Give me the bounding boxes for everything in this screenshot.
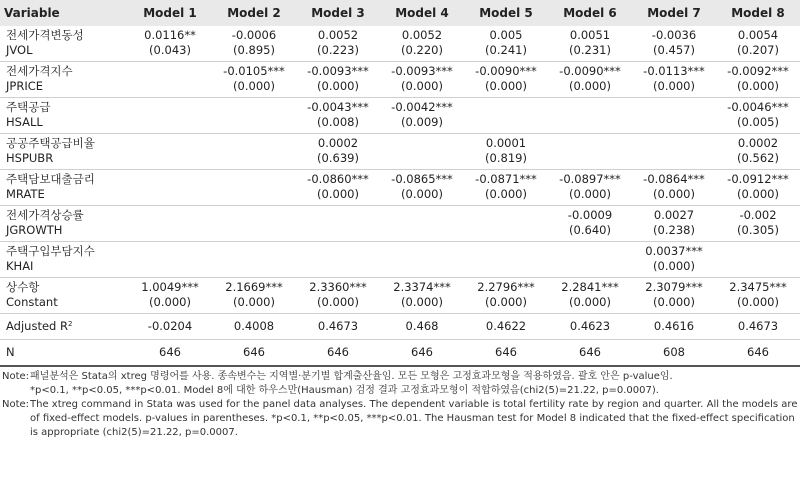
row-label (0, 278, 128, 314)
p-value: (0.000) (485, 295, 527, 309)
coefficient-cell (632, 242, 716, 278)
coefficient-cell (128, 134, 212, 170)
variable-korean-name: 전세가격변동성 (6, 28, 84, 42)
coefficient: -0.002 (739, 208, 777, 222)
p-value: (0.000) (569, 187, 611, 201)
adjusted-r2-label: Adjusted R (6, 318, 68, 333)
coefficient: 2.2841*** (561, 280, 619, 294)
p-value: (0.639) (317, 151, 359, 165)
p-value: (0.000) (401, 295, 443, 309)
p-value: (0.000) (737, 187, 779, 201)
coefficient-cell (296, 206, 380, 242)
table-row (0, 62, 800, 98)
coefficient-cell (380, 26, 464, 62)
coefficient-cell (212, 26, 296, 62)
coefficient-cell (716, 242, 800, 278)
coefficient: 0.0037*** (645, 244, 703, 258)
row-label: N (0, 340, 128, 367)
adjusted-r2-row (0, 314, 800, 340)
variable-korean-name: 공공주택공급비율 (6, 136, 95, 150)
p-value: (0.000) (653, 187, 695, 201)
variable-korean-name: 전세가격상승률 (6, 208, 84, 222)
superscript: 2 (67, 319, 73, 328)
coefficient-cell (212, 170, 296, 206)
coefficient: 0.0051 (569, 28, 611, 42)
table-row (0, 242, 800, 278)
variable-korean-name: 주택공급 (6, 100, 51, 114)
coefficient-cell (632, 206, 716, 242)
coefficient-cell (464, 62, 548, 98)
observation-count: 646 (716, 340, 800, 367)
coefficient: 2.3079*** (645, 280, 703, 294)
header-model: Model 8 (716, 0, 800, 26)
coefficient-cell (128, 278, 212, 314)
p-value: (0.000) (737, 295, 779, 309)
observation-count: 646 (296, 340, 380, 367)
coefficient-cell (464, 98, 548, 134)
p-value: (0.000) (401, 187, 443, 201)
coefficient: -0.0912*** (727, 172, 789, 186)
coefficient-cell (380, 242, 464, 278)
p-value: (0.000) (653, 259, 695, 273)
p-value: (0.895) (233, 43, 275, 57)
header-model: Model 3 (296, 0, 380, 26)
coefficient-cell (632, 26, 716, 62)
coefficient-cell (212, 134, 296, 170)
header-model: Model 6 (548, 0, 632, 26)
coefficient-cell (128, 206, 212, 242)
row-label (0, 206, 128, 242)
coefficient-cell (128, 242, 212, 278)
table-row (0, 206, 800, 242)
coefficient: -0.0864*** (643, 172, 705, 186)
coefficient-cell (380, 278, 464, 314)
coefficient: -0.0093*** (391, 64, 453, 78)
observation-count: 646 (548, 340, 632, 367)
coefficient-cell (296, 134, 380, 170)
adjusted-r2-value: 0.4616 (632, 314, 716, 340)
adjusted-r2-value: -0.0204 (128, 314, 212, 340)
p-value: (0.207) (737, 43, 779, 57)
p-value: (0.043) (149, 43, 191, 57)
coefficient-cell (380, 62, 464, 98)
coefficient-cell (380, 134, 464, 170)
adjusted-r2-value: 0.4623 (548, 314, 632, 340)
header-variable: Variable (0, 0, 128, 26)
table-row (0, 278, 800, 314)
variable-code: JPRICE (6, 79, 44, 93)
coefficient-cell (716, 98, 800, 134)
coefficient: -0.0113*** (643, 64, 705, 78)
n-row (0, 340, 800, 367)
coefficient-cell (632, 62, 716, 98)
coefficient-cell (128, 62, 212, 98)
p-value: (0.000) (401, 79, 443, 93)
row-label (0, 314, 128, 340)
variable-korean-name: 주택담보대출금리 (6, 172, 95, 186)
coefficient: 0.0052 (401, 28, 443, 42)
coefficient-cell (296, 278, 380, 314)
variable-code: MRATE (6, 187, 45, 201)
coefficient-cell (548, 26, 632, 62)
coefficient-cell (464, 170, 548, 206)
coefficient-cell (548, 62, 632, 98)
table-row (0, 98, 800, 134)
adjusted-r2-value: 0.468 (380, 314, 464, 340)
p-value: (0.457) (653, 43, 695, 57)
note-label: Note: (2, 371, 30, 382)
coefficient: -0.0860*** (307, 172, 369, 186)
coefficient: -0.0090*** (475, 64, 537, 78)
coefficient: 2.3475*** (729, 280, 787, 294)
header-model: Model 1 (128, 0, 212, 26)
p-value: (0.305) (737, 223, 779, 237)
coefficient-cell (716, 170, 800, 206)
p-value: (0.241) (485, 43, 527, 57)
p-value: (0.640) (569, 223, 611, 237)
coefficient-cell (380, 98, 464, 134)
coefficient-cell (464, 278, 548, 314)
variable-code: JVOL (6, 43, 33, 57)
observation-count: 646 (464, 340, 548, 367)
coefficient: -0.0042*** (391, 100, 453, 114)
variable-code: HSALL (6, 115, 43, 129)
coefficient-cell (380, 170, 464, 206)
p-value: (0.223) (317, 43, 359, 57)
coefficient-cell (296, 170, 380, 206)
p-value: (0.220) (401, 43, 443, 57)
coefficient: -0.0036 (651, 28, 697, 42)
coefficient: -0.0046*** (727, 100, 789, 114)
p-value: (0.000) (317, 79, 359, 93)
p-value: (0.238) (653, 223, 695, 237)
coefficient: 2.3360*** (309, 280, 367, 294)
note-english-text: The xtreg command in Stata was used for the panel data analyses. The dependent variable is total fertility rate by region and quarter. All the models are of fixed-effect models. p-values in parentheses. *p<0.1, **p<0.05, ***p<0.01. The Hausman test for Model 8 indicated that the fixed-effect specification is appropriate (chi2(5)=21.22, p=0.0007. (30, 399, 798, 438)
p-value: (0.000) (233, 295, 275, 309)
p-value: (0.231) (569, 43, 611, 57)
coefficient-cell (716, 278, 800, 314)
p-value: (0.005) (737, 115, 779, 129)
coefficient-cell (464, 26, 548, 62)
coefficient: -0.0092*** (727, 64, 789, 78)
coefficient-cell (128, 26, 212, 62)
coefficient-cell (296, 26, 380, 62)
row-label (0, 26, 128, 62)
coefficient-cell (128, 170, 212, 206)
row-label (0, 170, 128, 206)
p-value: (0.000) (233, 79, 275, 93)
variable-code: Constant (6, 295, 58, 309)
coefficient-cell (212, 278, 296, 314)
coefficient: 0.0001 (485, 136, 527, 150)
coefficient-cell (296, 242, 380, 278)
row-label (0, 62, 128, 98)
observation-count: 646 (212, 340, 296, 367)
p-value: (0.000) (317, 187, 359, 201)
row-label (0, 134, 128, 170)
coefficient-cell (548, 98, 632, 134)
variable-code: HSPUBR (6, 151, 54, 165)
variable-korean-name: 전세가격지수 (6, 64, 73, 78)
table-row (0, 26, 800, 62)
coefficient-cell (380, 206, 464, 242)
observation-count: 646 (128, 340, 212, 367)
coefficient: -0.0105*** (223, 64, 285, 78)
coefficient-cell (464, 242, 548, 278)
note-label: Note: (2, 399, 30, 410)
coefficient: 0.005 (489, 28, 523, 42)
variable-korean-name: 상수항 (6, 280, 40, 294)
adjusted-r2-value: 0.4673 (716, 314, 800, 340)
observation-count: 646 (380, 340, 464, 367)
coefficient-cell (716, 62, 800, 98)
coefficient-cell (212, 242, 296, 278)
coefficient-cell (128, 98, 212, 134)
p-value: (0.008) (317, 115, 359, 129)
coefficient: -0.0093*** (307, 64, 369, 78)
header-model: Model 2 (212, 0, 296, 26)
coefficient-cell (632, 278, 716, 314)
p-value: (0.819) (485, 151, 527, 165)
coefficient-cell (548, 134, 632, 170)
coefficient: 2.1669*** (225, 280, 283, 294)
coefficient: 0.0002 (737, 136, 779, 150)
header-model: Model 7 (632, 0, 716, 26)
coefficient-cell (212, 98, 296, 134)
p-value: (0.000) (569, 79, 611, 93)
adjusted-r2-value: 0.4673 (296, 314, 380, 340)
coefficient-cell (632, 170, 716, 206)
table-notes (0, 367, 800, 440)
coefficient-cell (212, 206, 296, 242)
coefficient: 0.0054 (737, 28, 779, 42)
coefficient: 0.0052 (317, 28, 359, 42)
coefficient: 1.0049*** (141, 280, 199, 294)
coefficient: -0.0871*** (475, 172, 537, 186)
coefficient-cell (548, 242, 632, 278)
p-value: (0.000) (317, 295, 359, 309)
coefficient: -0.0865*** (391, 172, 453, 186)
note-english (2, 398, 798, 440)
note-korean-line1: 패널분석은 Stata의 xtreg 명령어를 사용. 종속변수는 지역별·분기별 합계출산율임. 모든 모형은 고정효과모형을 적용하였음. 괄호 안은 p-value임. (30, 371, 673, 382)
table-row (0, 170, 800, 206)
p-value: (0.000) (149, 295, 191, 309)
p-value: (0.000) (485, 79, 527, 93)
coefficient: -0.0009 (567, 208, 613, 222)
coefficient-cell (296, 62, 380, 98)
coefficient-cell (548, 206, 632, 242)
p-value: (0.000) (569, 295, 611, 309)
header-model: Model 5 (464, 0, 548, 26)
coefficient: -0.0043*** (307, 100, 369, 114)
coefficient: -0.0897*** (559, 172, 621, 186)
variable-code: JGROWTH (6, 223, 63, 237)
coefficient-cell (716, 26, 800, 62)
coefficient: 0.0002 (317, 136, 359, 150)
observation-count: 608 (632, 340, 716, 367)
p-value: (0.009) (401, 115, 443, 129)
row-label (0, 242, 128, 278)
coefficient-cell (632, 134, 716, 170)
p-value: (0.000) (737, 79, 779, 93)
coefficient-cell (548, 170, 632, 206)
coefficient: 2.3374*** (393, 280, 451, 294)
header-row (0, 0, 800, 26)
variable-korean-name: 주택구입부담지수 (6, 244, 95, 258)
p-value: (0.000) (653, 79, 695, 93)
coefficient-cell (716, 206, 800, 242)
coefficient: -0.0090*** (559, 64, 621, 78)
p-value: (0.000) (653, 295, 695, 309)
coefficient-cell (464, 206, 548, 242)
adjusted-r2-value: 0.4008 (212, 314, 296, 340)
variable-code: KHAI (6, 259, 34, 273)
coefficient-cell (464, 134, 548, 170)
coefficient: -0.0006 (231, 28, 277, 42)
coefficient-cell (632, 98, 716, 134)
p-value: (0.562) (737, 151, 779, 165)
coefficient-cell (296, 98, 380, 134)
coefficient-cell (548, 278, 632, 314)
coefficient: 0.0027 (653, 208, 695, 222)
coefficient-cell (212, 62, 296, 98)
note-korean-line2: *p<0.1, **p<0.05, ***p<0.01. Model 8에 대한 하우스만(Hausman) 검정 결과 고정효과모형이 적합하였음(chi2(5)=21.22, p=0.0007). (30, 385, 659, 396)
header-model: Model 4 (380, 0, 464, 26)
coefficient: 2.2796*** (477, 280, 535, 294)
table-row (0, 134, 800, 170)
coefficient-cell (716, 134, 800, 170)
note-korean (2, 370, 798, 384)
coefficient: 0.0116** (144, 28, 196, 42)
adjusted-r2-value: 0.4622 (464, 314, 548, 340)
row-label (0, 98, 128, 134)
p-value: (0.000) (485, 187, 527, 201)
